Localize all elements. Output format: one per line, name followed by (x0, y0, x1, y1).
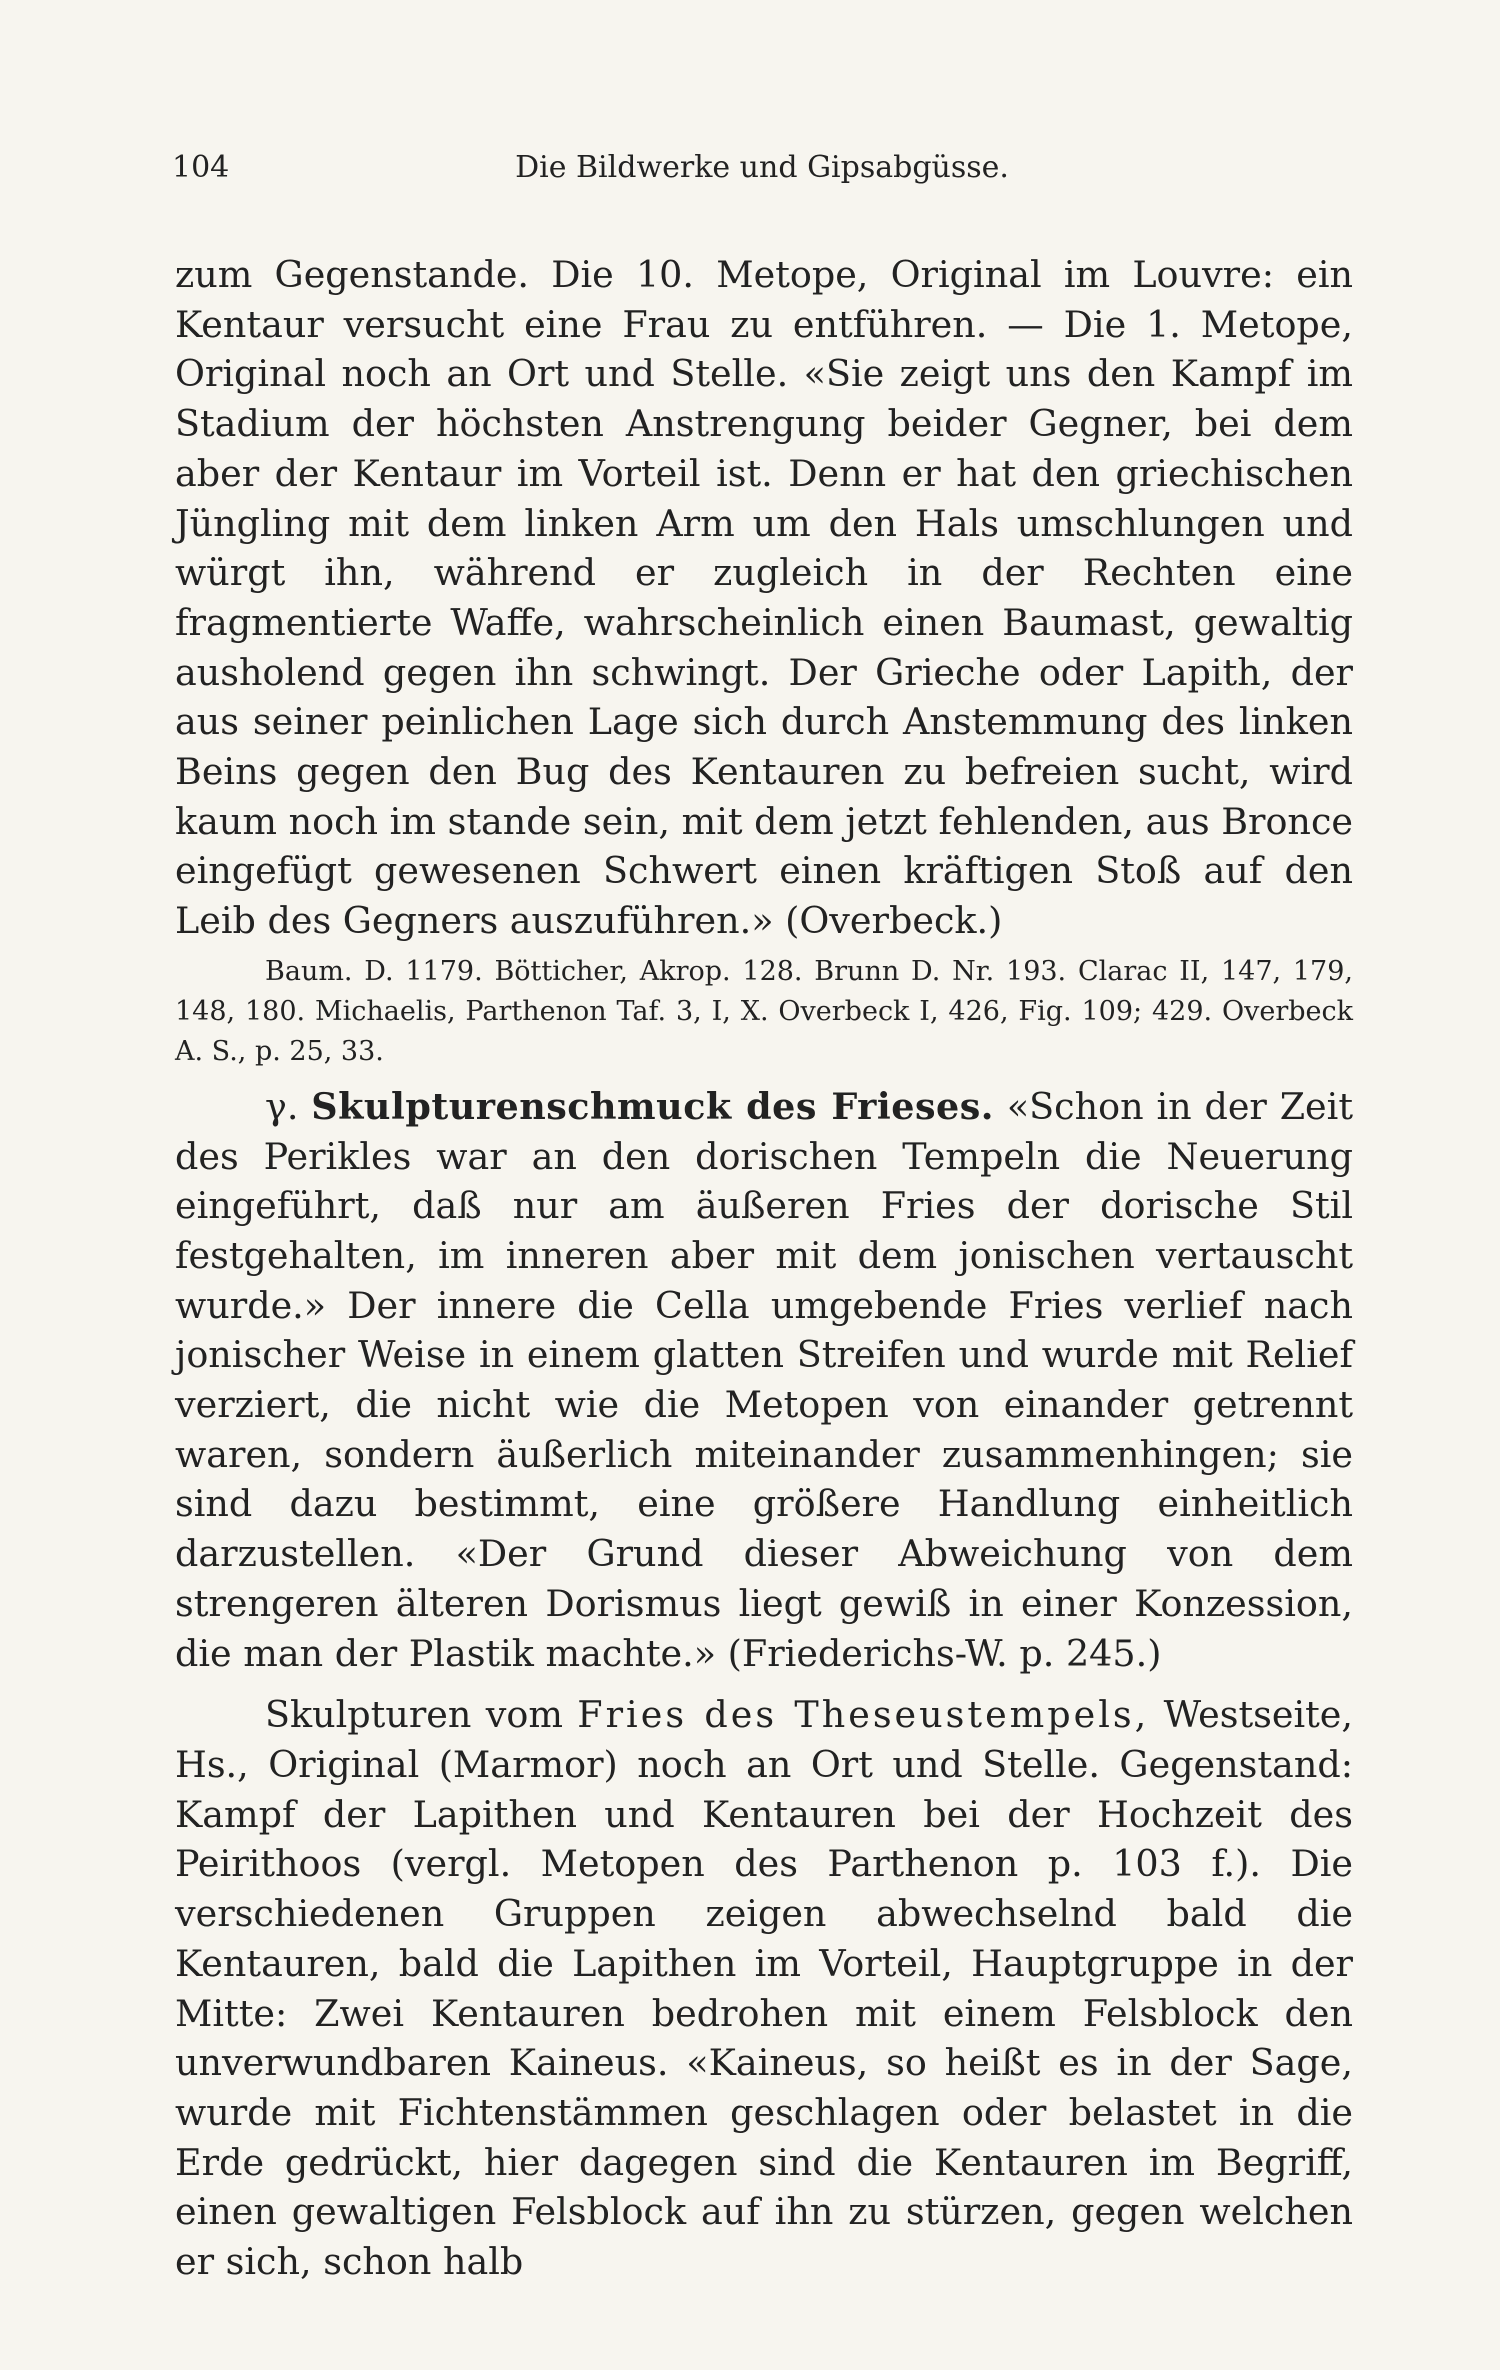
page-number: 104 (172, 150, 230, 185)
paragraph-metope: zum Gegenstande. Die 10. Metope, Original im Louvre: ein Kentaur versucht eine Frau zu entführen. — Die 1. Metope, Original noch an Ort und Stelle. «Sie zeigt uns den Kampf im Stadium der höchsten Anstrengung beider Gegner, bei dem aber der Kentaur im Vorteil ist. Denn er hat den griechischen Jüngling mit dem linken Arm um den Hals umschlungen und würgt ihn, während er zugleich in der Rechten eine fragmentierte Waffe, wahrscheinlich einen Baumast, gewaltig ausholend gegen ihn schwingt. Der Grieche oder Lapith, der aus seiner peinlichen Lage sich durch Anstemmung des linken Beins gegen den Bug des Kentauren zu befreien sucht, wird kaum noch im stande sein, mit dem jetzt fehlenden, aus Bronce eingefügt gewesenen Schwert einen kräftigen Stoß auf den Leib des Gegners auszuführen.» (Overbeck.) (175, 253, 1353, 943)
paragraph-frieze-text: «Schon in der Zeit des Perikles war an den dorischen Tempeln die Neuerung eingeführt, daß nur am äußeren Fries der dorische Stil festgehalten, im inneren aber mit dem jonischen vertauscht wurde.» Der innere die Cella umgebende Fries verlief nach jonischer Weise in einem glatten Streifen und wurde mit Relief verziert, die nicht wie die Metopen von einander getrennt waren, sondern äußerlich miteinander zusammenhingen; sie sind dazu bestimmt, eine größere Handlung einheitlich darzustellen. «Der Grund dieser Abweichung von dem strengeren älteren Dorismus liegt gewiß in einer Konzession, die man der Plastik machte.» (Friederichs-W. p. 245.) (175, 1084, 1353, 1675)
reference-list: Baum. D. 1179. Bötticher, Akrop. 128. Brunn D. Nr. 193. Clarac II, 147, 179, 148, 180. Michaelis, Parthenon Taf. 3, I, X. Overbeck I, 426, Fig. 109; 429. Overbeck A. S., p. 25, 33. (175, 955, 1353, 1067)
section-heading: Skulpturenschmuck des Frieses. (311, 1084, 994, 1128)
paragraph-theseus-text: Westseite, Hs., Original (Marmor) noch an Ort und Stelle. Gegenstand: Kampf der Lapithen und Kentauren bei der Hochzeit des Peirithoos (vergl. Metopen des Parthenon p. 103 f.). Die verschiedenen Gruppen zeigen abwechselnd bald die Kentauren, bald die Lapithen im Vorteil, Hauptgruppe in der Mitte: Zwei Kentauren bedrohen mit einem Felsblock den unverwundbaren Kaineus. «Kaineus, so heißt es in der Sage, wurde mit Fichtenstämmen geschlagen oder belastet in die Erde gedrückt, hier dagegen sind die Kentauren im Begriff, einen gewaltigen Felsblock auf ihn zu stürzen, gegen welchen er sich, schon halb (175, 1693, 1354, 2284)
spaced-title: Fries des Theseustempels, (577, 1693, 1150, 1737)
paragraph-theseus-temple (175, 1690, 1353, 2286)
section-marker: γ. (265, 1084, 299, 1128)
page-header (172, 150, 1352, 190)
running-title: Die Bildwerke und Gipsabgüsse. (515, 150, 1009, 185)
paragraph-lead: Skulpturen vom (265, 1693, 563, 1737)
references (175, 952, 1353, 1072)
body-text (175, 250, 1353, 2287)
paragraph-frieze-intro (175, 1082, 1353, 1678)
